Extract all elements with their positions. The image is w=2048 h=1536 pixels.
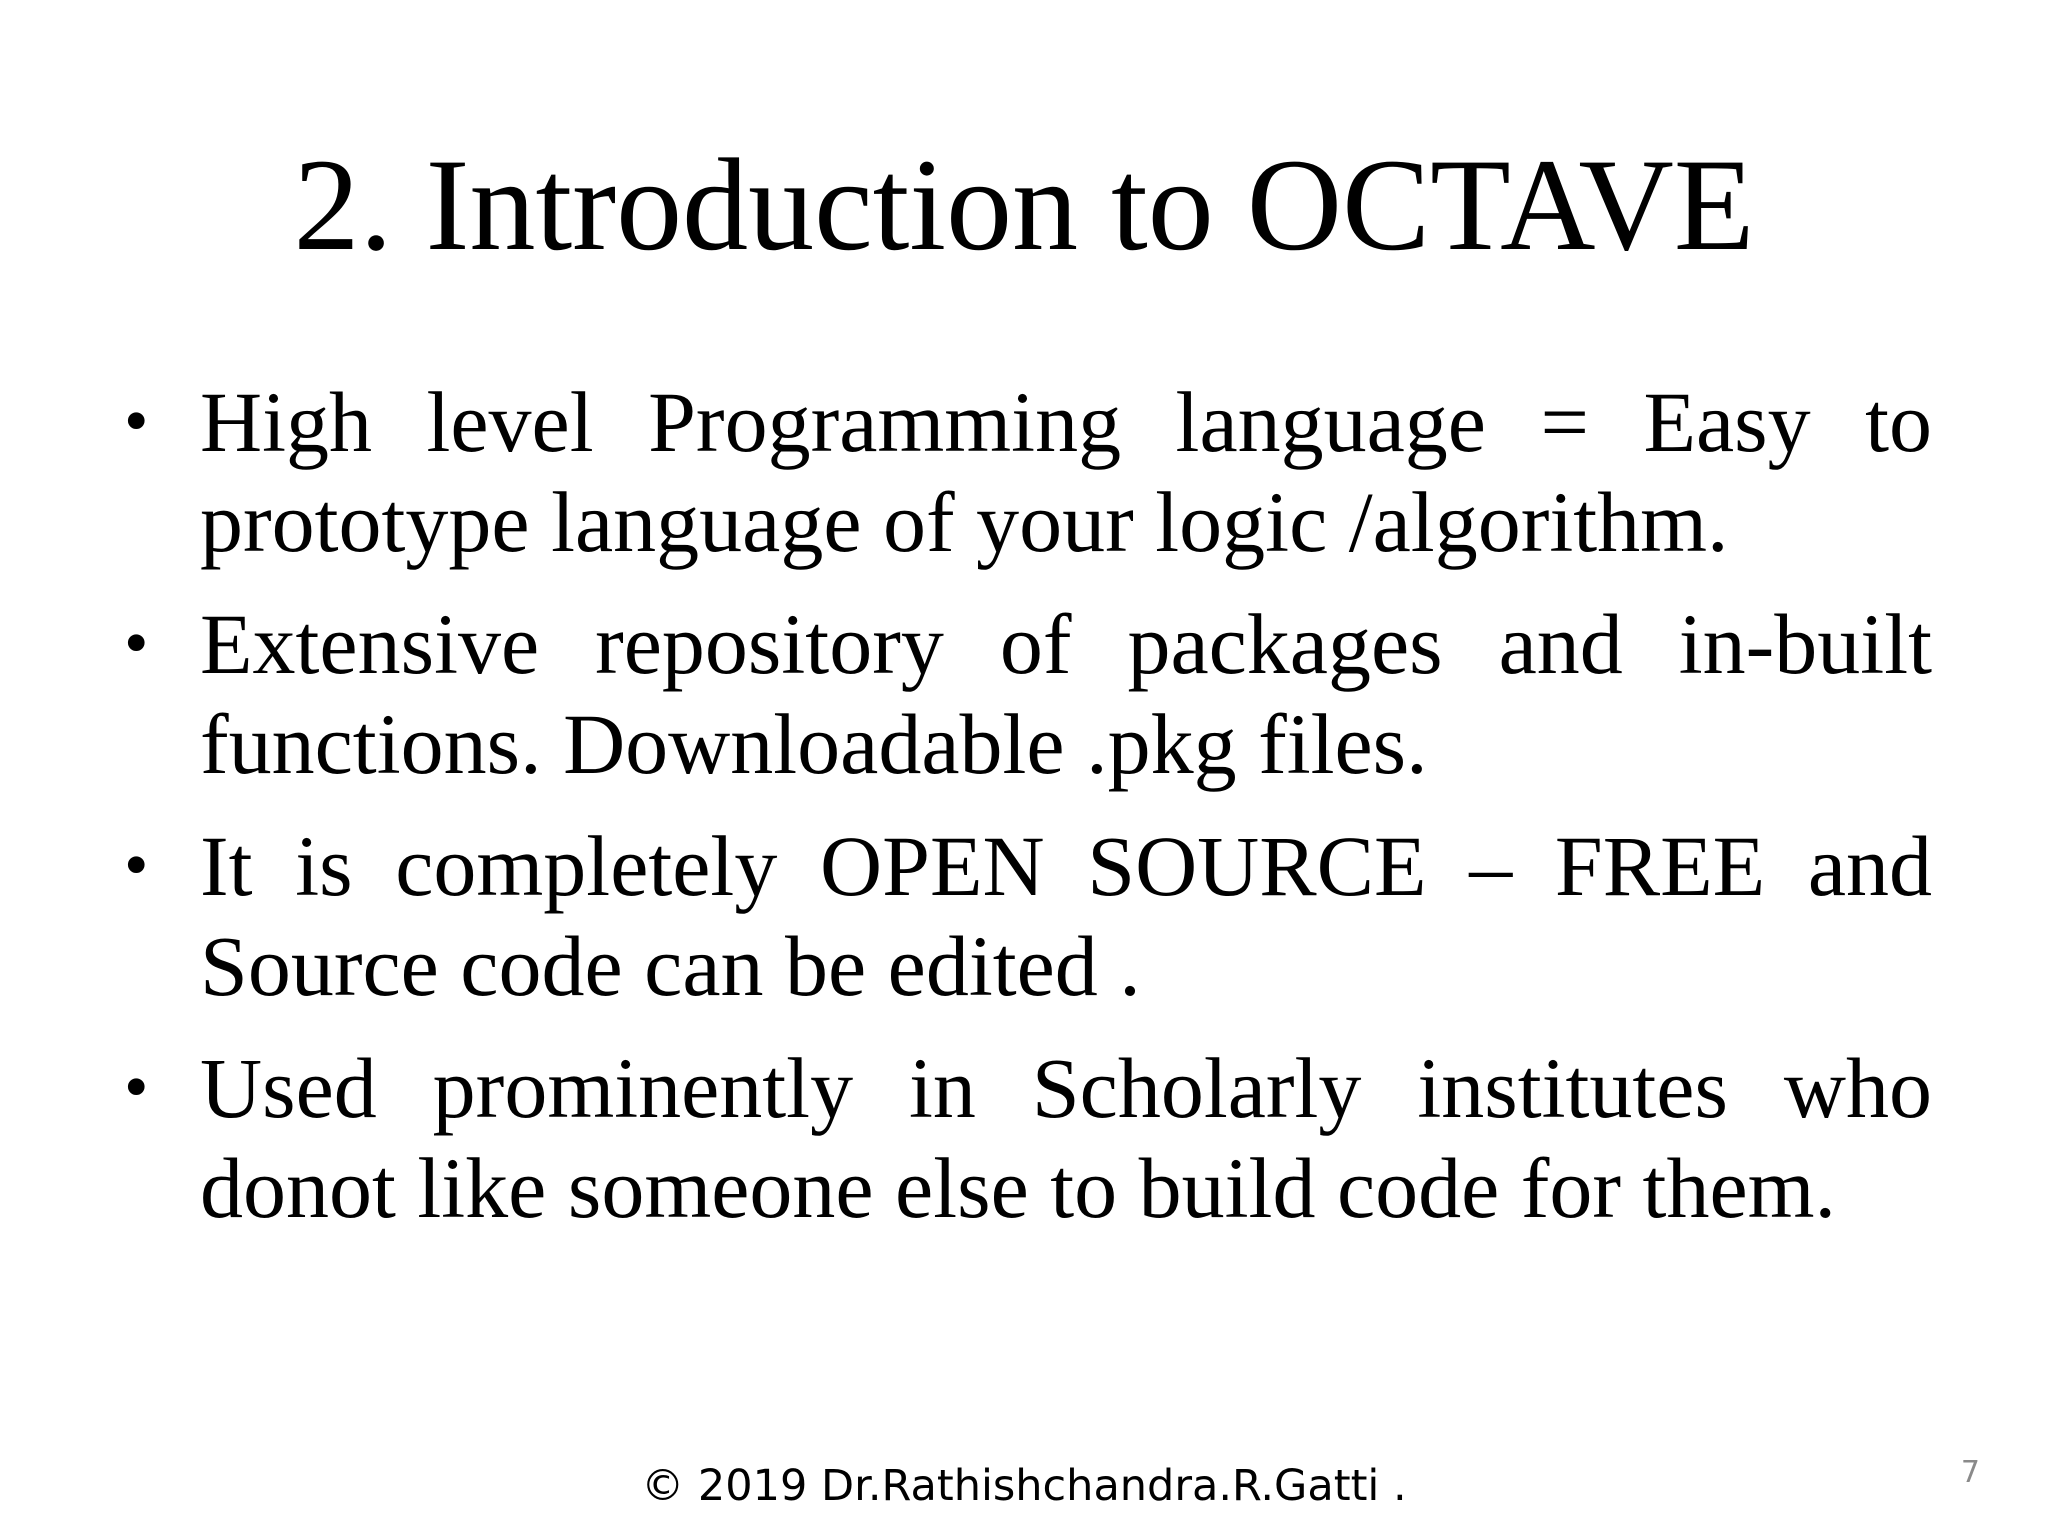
bullet-icon: • xyxy=(124,827,149,904)
bullet-item xyxy=(120,594,1932,794)
copyright-footer: © 2019 Dr.Rathishchandra.R.Gatti . xyxy=(641,1461,1407,1511)
bullet-item xyxy=(120,1038,1932,1238)
bullet-list xyxy=(120,372,1932,1260)
bullet-text: Extensive repository of packages and in-built functions. Downloadable .pkg files. xyxy=(200,596,1932,792)
bullet-icon: • xyxy=(124,383,149,460)
bullet-text: It is completely OPEN SOURCE – FREE and Source code can be edited . xyxy=(200,818,1932,1014)
bullet-icon: • xyxy=(124,1049,149,1126)
bullet-item xyxy=(120,372,1932,572)
bullet-icon: • xyxy=(124,605,149,682)
page-number: 7 xyxy=(1960,1455,1980,1490)
bullet-item xyxy=(120,816,1932,1016)
slide-title: 2. Introduction to OCTAVE xyxy=(293,131,1755,278)
bullet-text: High level Programming language = Easy to prototype language of your logic /algorithm. xyxy=(200,374,1932,570)
bullet-text: Used prominently in Scholarly institutes who donot like someone else to build code for them. xyxy=(200,1040,1932,1236)
